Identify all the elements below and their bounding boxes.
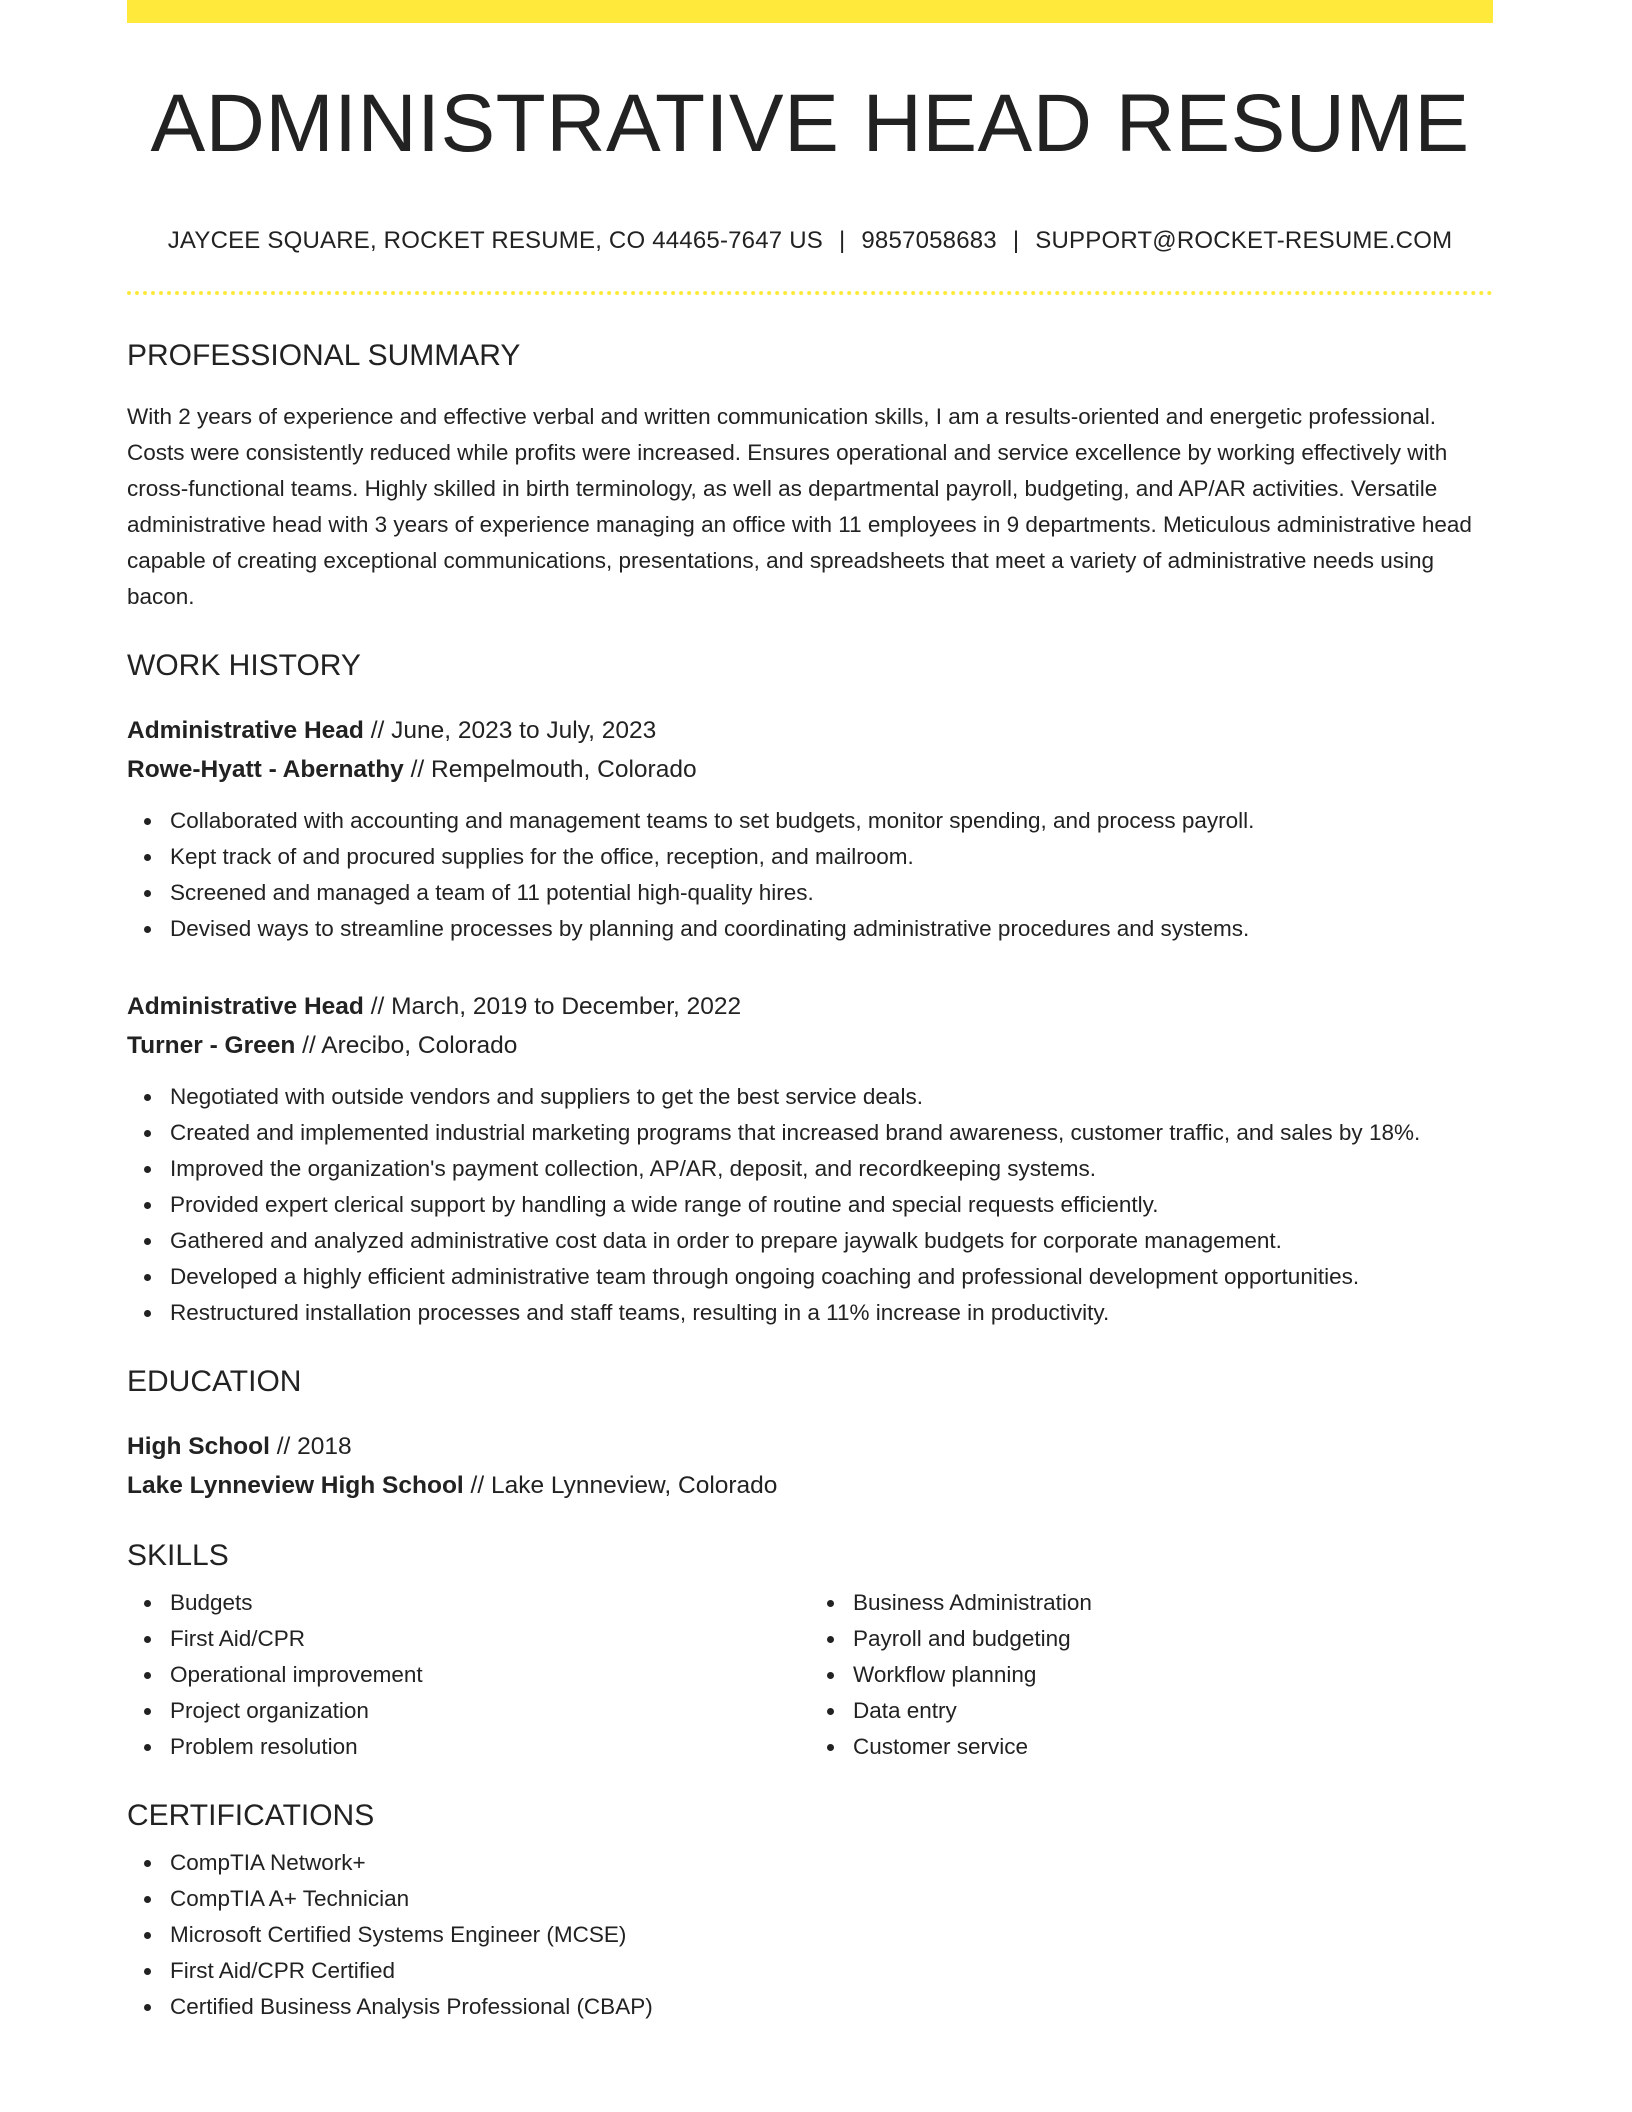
list-item: Developed a highly efficient administrative team through ongoing coaching and professional development opportunities. — [170, 1259, 1493, 1295]
skill-item: Problem resolution — [170, 1729, 810, 1765]
education-year: // 2018 — [269, 1433, 352, 1460]
education-entry — [127, 1427, 1493, 1505]
contact-separator: | — [1012, 227, 1020, 254]
summary-heading: PROFESSIONAL SUMMARY — [127, 339, 521, 372]
job-entry — [127, 987, 1493, 1331]
skill-item: Workflow planning — [853, 1657, 1493, 1693]
job-bullets — [127, 1079, 1493, 1331]
contact-separator: | — [838, 227, 846, 254]
skills-grid — [127, 1585, 1493, 1765]
skill-item: Customer service — [853, 1729, 1493, 1765]
skill-item: Operational improvement — [170, 1657, 810, 1693]
top-accent-bar — [127, 0, 1493, 23]
job-location: // Rempelmouth, Colorado — [403, 756, 697, 783]
skills-left-column — [127, 1585, 810, 1765]
list-item: Screened and managed a team of 11 potential high-quality hires. — [170, 875, 1493, 911]
contact-line — [127, 229, 1493, 253]
skill-item: First Aid/CPR — [170, 1621, 810, 1657]
page-title: ADMINISTRATIVE HEAD RESUME — [150, 78, 1470, 169]
contact-address: JAYCEE SQUARE, ROCKET RESUME, CO 44465-7647 US — [167, 227, 823, 254]
education-degree-line — [127, 1427, 1493, 1466]
job-title-line — [127, 987, 1493, 1026]
education-heading: EDUCATION — [127, 1365, 302, 1398]
job-company-line — [127, 750, 1493, 789]
skill-item: Business Administration — [853, 1585, 1493, 1621]
job-location: // Arecibo, Colorado — [295, 1032, 518, 1059]
certification-item: Microsoft Certified Systems Engineer (MCSE) — [170, 1917, 1493, 1953]
certification-item: First Aid/CPR Certified — [170, 1953, 1493, 1989]
skill-item: Data entry — [853, 1693, 1493, 1729]
list-item: Provided expert clerical support by handling a wide range of routine and special requests efficiently. — [170, 1187, 1493, 1223]
dotted-divider — [127, 291, 1493, 295]
contact-email: SUPPORT@ROCKET-RESUME.COM — [1035, 227, 1453, 254]
list-item: Created and implemented industrial marketing programs that increased brand awareness, customer traffic, and sales by 18%. — [170, 1115, 1493, 1151]
work-history-heading: WORK HISTORY — [127, 649, 361, 682]
job-title-line — [127, 711, 1493, 750]
skill-item: Payroll and budgeting — [853, 1621, 1493, 1657]
summary-text: With 2 years of experience and effective verbal and written communication skills, I am a results-oriented and energetic professional. Costs were consistently reduced while profits were increased. Ensures operational and service excellence by working effectively with cross-functional teams. Highly skilled in birth terminology, as well as departmental payroll, budgeting, and AP/AR activities. Versatile administrative head with 3 years of experience managing an office with 11 employees in 9 departments. Meticulous administrative head capable of creating exceptional communications, presentations, and spreadsheets that meet a variety of administrative needs using bacon. — [127, 404, 1472, 609]
resume-page — [127, 0, 1493, 2025]
job-title: Administrative Head — [127, 717, 364, 744]
certifications-list — [127, 1845, 1493, 2025]
list-item: Kept track of and procured supplies for the office, reception, and mailroom. — [170, 839, 1493, 875]
education-location: // Lake Lynneview, Colorado — [463, 1472, 778, 1499]
list-item: Improved the organization's payment collection, AP/AR, deposit, and recordkeeping systems. — [170, 1151, 1493, 1187]
certification-item: Certified Business Analysis Professional (CBAP) — [170, 1989, 1493, 2025]
job-bullets — [127, 803, 1493, 947]
job-company: Turner - Green — [127, 1032, 296, 1059]
education-school-line — [127, 1466, 1493, 1505]
contact-phone: 9857058683 — [861, 227, 997, 254]
job-title: Administrative Head — [127, 993, 364, 1020]
education-school: Lake Lynneview High School — [127, 1472, 464, 1499]
list-item: Restructured installation processes and staff teams, resulting in a 11% increase in productivity. — [170, 1295, 1493, 1331]
education-degree: High School — [127, 1433, 270, 1460]
certifications-heading: CERTIFICATIONS — [127, 1799, 375, 1832]
skill-item: Project organization — [170, 1693, 810, 1729]
skills-heading: SKILLS — [127, 1539, 229, 1572]
skill-item: Budgets — [170, 1585, 810, 1621]
job-dates: // March, 2019 to December, 2022 — [363, 993, 742, 1020]
skills-right-column — [810, 1585, 1493, 1765]
certification-item: CompTIA Network+ — [170, 1845, 1493, 1881]
certification-item: CompTIA A+ Technician — [170, 1881, 1493, 1917]
job-company-line — [127, 1026, 1493, 1065]
list-item: Negotiated with outside vendors and suppliers to get the best service deals. — [170, 1079, 1493, 1115]
list-item: Collaborated with accounting and management teams to set budgets, monitor spending, and process payroll. — [170, 803, 1493, 839]
job-entry — [127, 711, 1493, 947]
list-item: Gathered and analyzed administrative cost data in order to prepare jaywalk budgets for corporate management. — [170, 1223, 1493, 1259]
job-dates: // June, 2023 to July, 2023 — [363, 717, 657, 744]
list-item: Devised ways to streamline processes by planning and coordinating administrative procedures and systems. — [170, 911, 1493, 947]
job-company: Rowe-Hyatt - Abernathy — [127, 756, 404, 783]
